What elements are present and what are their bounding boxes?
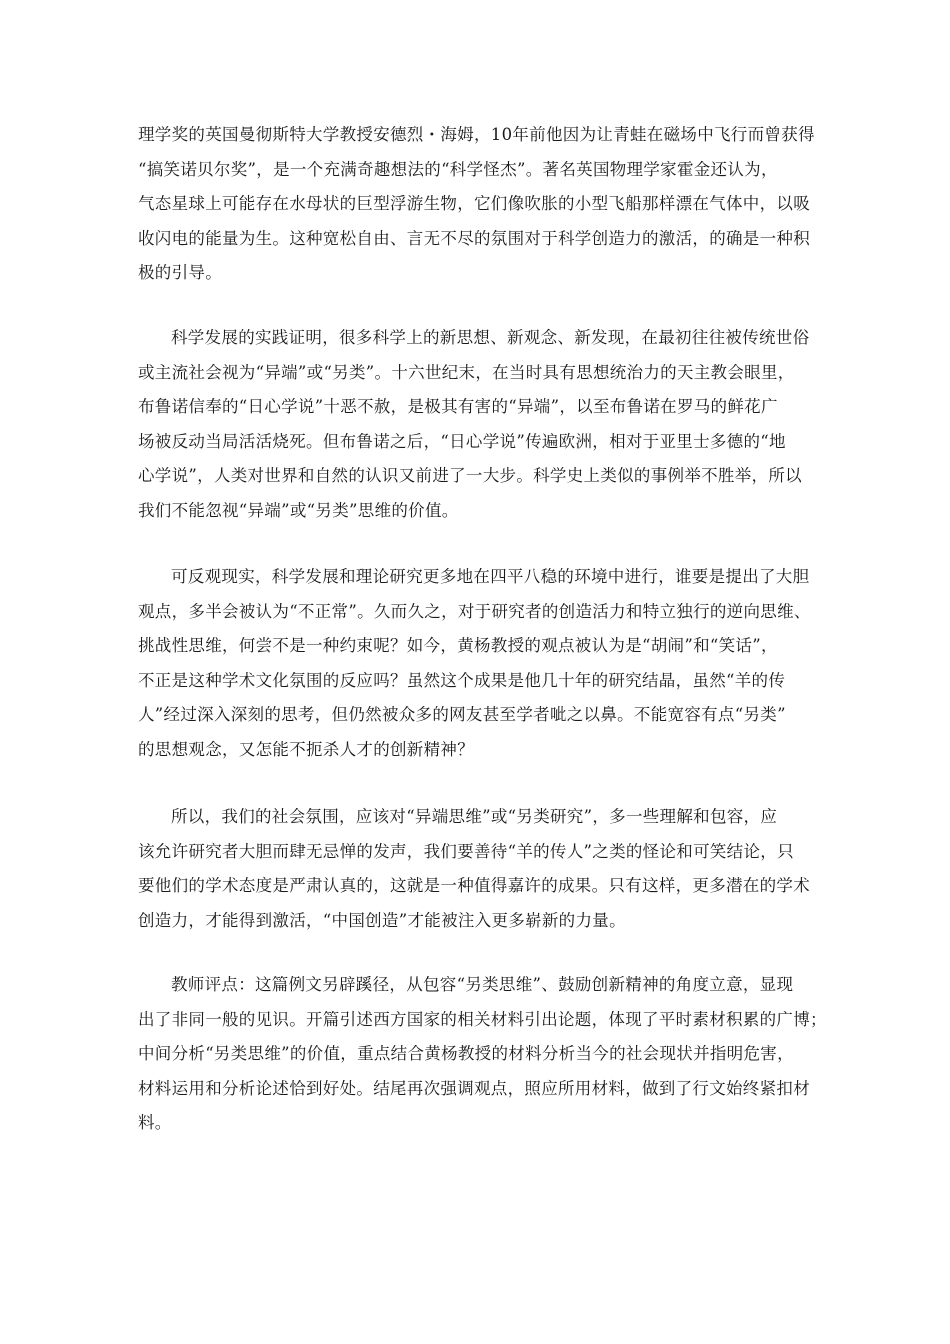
text-line: 中间分析“另类思维”的价值，重点结合黄杨教授的材料分析当今的社会现状并指明危害， [138,1044,794,1063]
text-line: 人”经过深入深刻的思考，但仍然被众多的网友甚至学者呲之以鼻。不能宽容有点“另类” [138,705,786,724]
text-line: 布鲁诺信奉的“日心学说”十恶不赦，是极其有害的“异端”，以至布鲁诺在罗马的鲜花广 [138,397,778,416]
text-line: 要他们的学术态度是严肃认真的，这就是一种值得嘉许的成果。只有这样，更多潜在的学术 [138,876,810,895]
text-line: 收闪电的能量为生。这种宽松自由、言无不尽的氛围对于科学创造力的激活，的确是一种积 [138,228,810,248]
text-line: 我们不能忽视“异端”或“另类”思维的价值。 [138,500,459,520]
text-line: 材料运用和分析论述恰到好处。结尾再次强调观点，照应所用材料，做到了行文始终紧扣材 [138,1078,810,1098]
text-line: 出了非同一般的见识。开篇引述西方国家的相关材料引出论题，体现了平时素材积累的广博； [138,1009,827,1029]
text-line: 该允许研究者大胆而肆无忌惮的发声，我们要善待“羊的传人”之类的怪论和可笑结论，只 [138,841,794,861]
text-line: 教师评点：这篇例文另辟蹊径，从包容“另类思维”、鼓励创新精神的角度立意，显现 [171,975,794,994]
text-line: 科学发展的实践证明，很多科学上的新思想、新观念、新发现，在最初往往被传统世俗 [171,328,810,347]
text-line: 创造力，才能得到激活，“中国创造”才能被注入更多崭新的力量。 [138,910,626,930]
text-line: “搞笑诺贝尔奖”，是一个充满奇趣想法的“科学怪杰”。著名英国物理学家霍金还认为， [138,159,778,179]
paragraph-reality-reflection [138,560,828,767]
text-line: 的思想观念，又怎能不扼杀人才的创新精神？ [138,739,474,759]
text-line: 料。 [138,1113,172,1132]
text-line: 所以，我们的社会氛围，应该对“异端思维”或“另类研究”，多一些理解和包容，应 [171,807,778,826]
text-line: 极的引导。 [138,263,222,282]
text-line: 场被反动当局活活烧死。但布鲁诺之后，“日心学说”传遍欧洲，相对于亚里士多德的“地 [138,431,786,451]
text-line: 气态星球上可能存在水母状的巨型浮游生物，它们像吹胀的小型飞船那样漂在气体中，以吸 [138,194,810,213]
paragraph-intro-continuation [138,118,828,291]
text-line: 心学说”，人类对世界和自然的认识又前进了一大步。科学史上类似的事例举不胜举，所以 [138,466,802,485]
text-line: 观点，多半会被认为“不正常”。久而久之，对于研究者的创造活力和特立独行的逆向思维、 [138,601,811,621]
text-line: 挑战性思维，何尝不是一种约束呢？如今，黄杨教授的观点被认为是“胡闹”和“笑话”， [138,636,778,655]
text-line: 可反观现实，科学发展和理论研究更多地在四平八稳的环境中进行，谁要是提出了大胆 [171,567,810,586]
paragraph-science-history [138,321,828,528]
text-line: 理学奖的英国曼彻斯特大学教授安德烈・海姆，10年前他因为让青蛙在磁场中飞行而曾获得 [138,125,815,144]
text-line: 或主流社会视为“异端”或“另类”。十六世纪末，在当时具有思想统治力的天主教会眼里， [138,362,795,382]
paragraph-conclusion [138,800,828,938]
paragraph-teacher-comment [138,968,828,1141]
text-line: 不正是这种学术文化氛围的反应吗？虽然这个成果是他几十年的研究结晶，虽然“羊的传 [138,670,786,690]
